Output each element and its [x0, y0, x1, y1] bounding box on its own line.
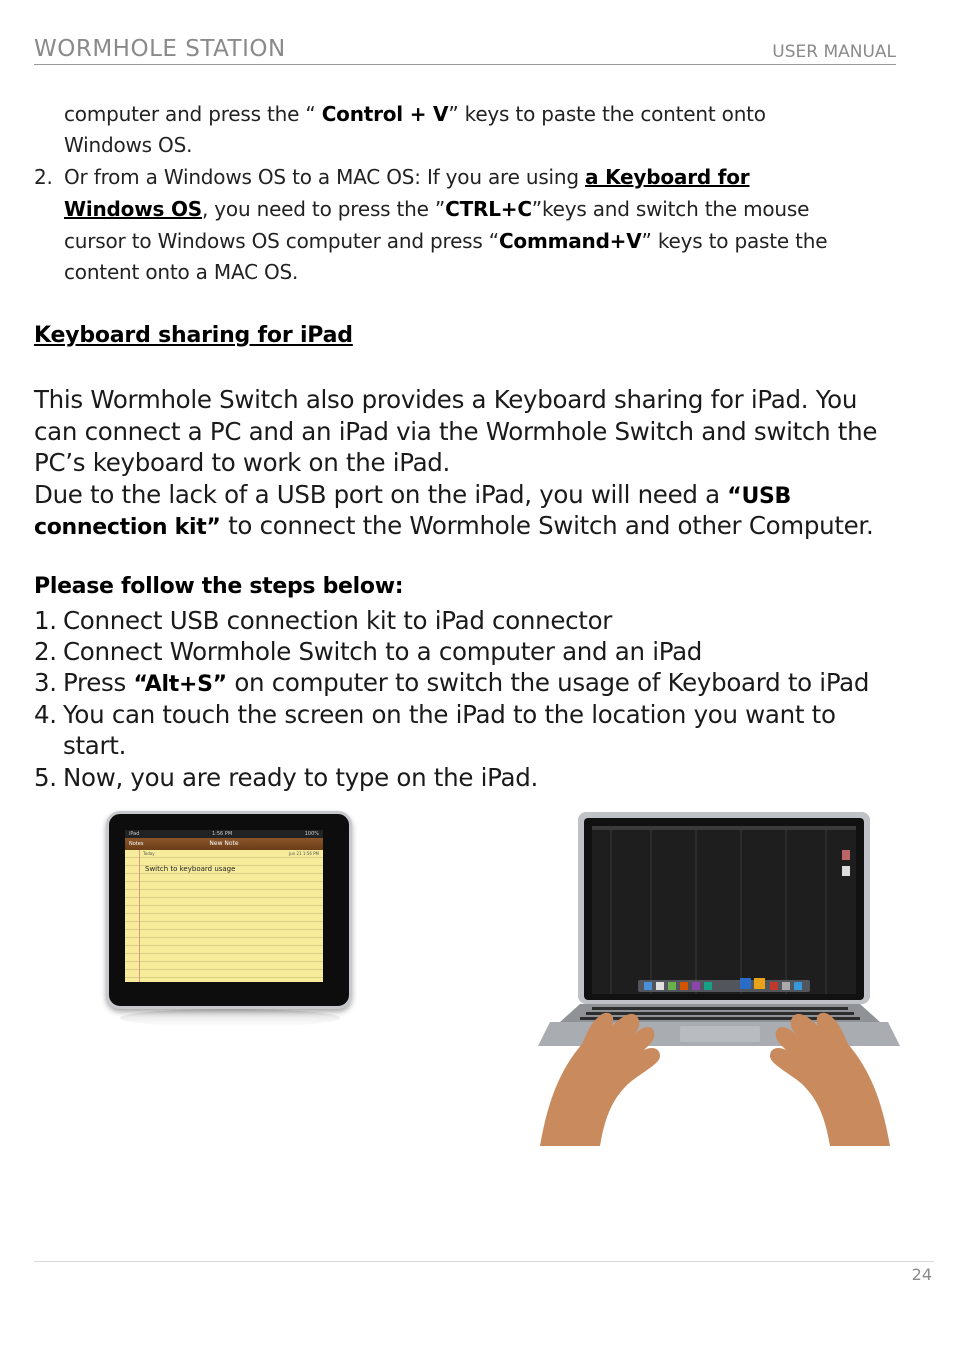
- trackpad: [680, 1026, 760, 1042]
- desktop-icon: [842, 866, 850, 876]
- step-number: 1.: [34, 606, 57, 635]
- step-number: 3.: [34, 668, 57, 697]
- header-divider: [34, 64, 896, 65]
- key-combo-ctrl-c: CTRL+C: [445, 197, 532, 221]
- notes-paper: [125, 850, 323, 982]
- dock-icon: [782, 982, 790, 990]
- section-heading: Keyboard sharing for iPad: [34, 323, 353, 348]
- desktop-icon: [842, 850, 850, 860]
- key-combo-alt-s: “Alt+S”: [133, 672, 227, 697]
- text-run: ” keys to paste the: [641, 229, 828, 253]
- document-title: WORMHOLE STATION: [34, 36, 286, 62]
- ipad-screen: [125, 830, 323, 982]
- photoshop-dock-icon: [740, 978, 751, 989]
- text-run: computer and press the “: [64, 102, 322, 126]
- page-number: 24: [911, 1265, 932, 1284]
- status-time: 1:56 PM: [211, 831, 233, 837]
- step-text-continued: start.: [63, 731, 127, 760]
- paragraph-2-line-1: [34, 480, 791, 509]
- note-date: Jun 21 1:56 PM: [289, 851, 319, 856]
- note-body-text: Switch to keyboard usage: [145, 865, 236, 873]
- step-number: 5.: [34, 763, 57, 792]
- step2-line-3: [64, 229, 827, 253]
- dock-icon: [692, 982, 700, 990]
- text-run: Press: [63, 668, 134, 697]
- paragraph-1-line-3: PC’s keyboard to work on the iPad.: [34, 448, 451, 477]
- dock-icon: [770, 982, 778, 990]
- dock-icon: [794, 982, 802, 990]
- dock-icon: [704, 982, 712, 990]
- step-text: [63, 668, 869, 697]
- key-combo-command-v: Command+V: [498, 229, 642, 253]
- steps-heading: Please follow the steps below:: [34, 574, 404, 599]
- text-run: Or from a Windows OS to a MAC OS: If you are using: [64, 165, 586, 189]
- ipad-status-bar: [125, 830, 323, 838]
- text-run: ” keys to paste the content onto: [448, 102, 766, 126]
- notes-back-button: Notes: [129, 841, 144, 847]
- connection-kit-emphasis: connection kit”: [34, 515, 221, 540]
- step-text: You can touch the screen on the iPad to the location you want to: [63, 700, 836, 729]
- link-windows-os: Windows OS: [64, 197, 202, 221]
- status-battery: 100%: [304, 831, 319, 837]
- paragraph-2-line-2: [34, 511, 873, 540]
- paragraph-1-line-1: This Wormhole Switch also provides a Keyboard sharing for iPad. You: [34, 385, 858, 414]
- laptop-svg: [520, 800, 910, 1150]
- status-carrier: iPad: [129, 831, 140, 837]
- dock-icon: [644, 982, 652, 990]
- laptop-illustration: [520, 800, 910, 1150]
- step1-continuation-line: [64, 102, 766, 126]
- text-run: to connect the Wormhole Switch and other Computer.: [220, 511, 874, 540]
- footer-divider: [34, 1261, 934, 1262]
- ipad-reflection: [120, 1009, 340, 1027]
- document-section: USER MANUAL: [772, 42, 896, 62]
- text-run: cursor to Windows OS computer and press “: [64, 229, 499, 253]
- step-text: Now, you are ready to type on the iPad.: [63, 763, 538, 792]
- step2-line-1: [64, 165, 749, 189]
- note-day: Today: [143, 851, 155, 856]
- step2-line-2: [64, 197, 809, 221]
- step-text: Connect Wormhole Switch to a computer and an iPad: [63, 637, 703, 666]
- laptop-screen: [592, 826, 856, 994]
- menu-bar: [592, 826, 856, 830]
- dock-icon: [656, 982, 664, 990]
- step-number: 4.: [34, 700, 57, 729]
- illustrator-dock-icon: [754, 978, 765, 989]
- key-combo-control-v: Control + V: [321, 102, 449, 126]
- step2-line-4: content onto a MAC OS.: [64, 260, 299, 284]
- step-text: Connect USB connection kit to iPad connector: [63, 606, 613, 635]
- dock-icon: [680, 982, 688, 990]
- step2-number: 2.: [34, 165, 53, 189]
- notes-title: New Note: [209, 840, 239, 847]
- text-run: , you need to press the ”: [201, 197, 446, 221]
- step1-continuation-line-2: Windows OS.: [64, 133, 193, 157]
- paragraph-1-line-2: can connect a PC and an iPad via the Wormhole Switch and switch the: [34, 417, 878, 446]
- text-run: on computer to switch the usage of Keyboard to iPad: [226, 668, 870, 697]
- dock-icon: [668, 982, 676, 990]
- text-run: Due to the lack of a USB port on the iPad, you will need a: [34, 480, 728, 509]
- usb-kit-emphasis: “USB: [727, 484, 792, 509]
- step-number: 2.: [34, 637, 57, 666]
- link-keyboard-for-windows: a Keyboard for: [585, 165, 750, 189]
- text-run: ”keys and switch the mouse: [531, 197, 810, 221]
- notes-toolbar: [125, 838, 323, 850]
- notes-margin-line: [139, 850, 140, 982]
- ipad-illustration: [100, 805, 360, 1035]
